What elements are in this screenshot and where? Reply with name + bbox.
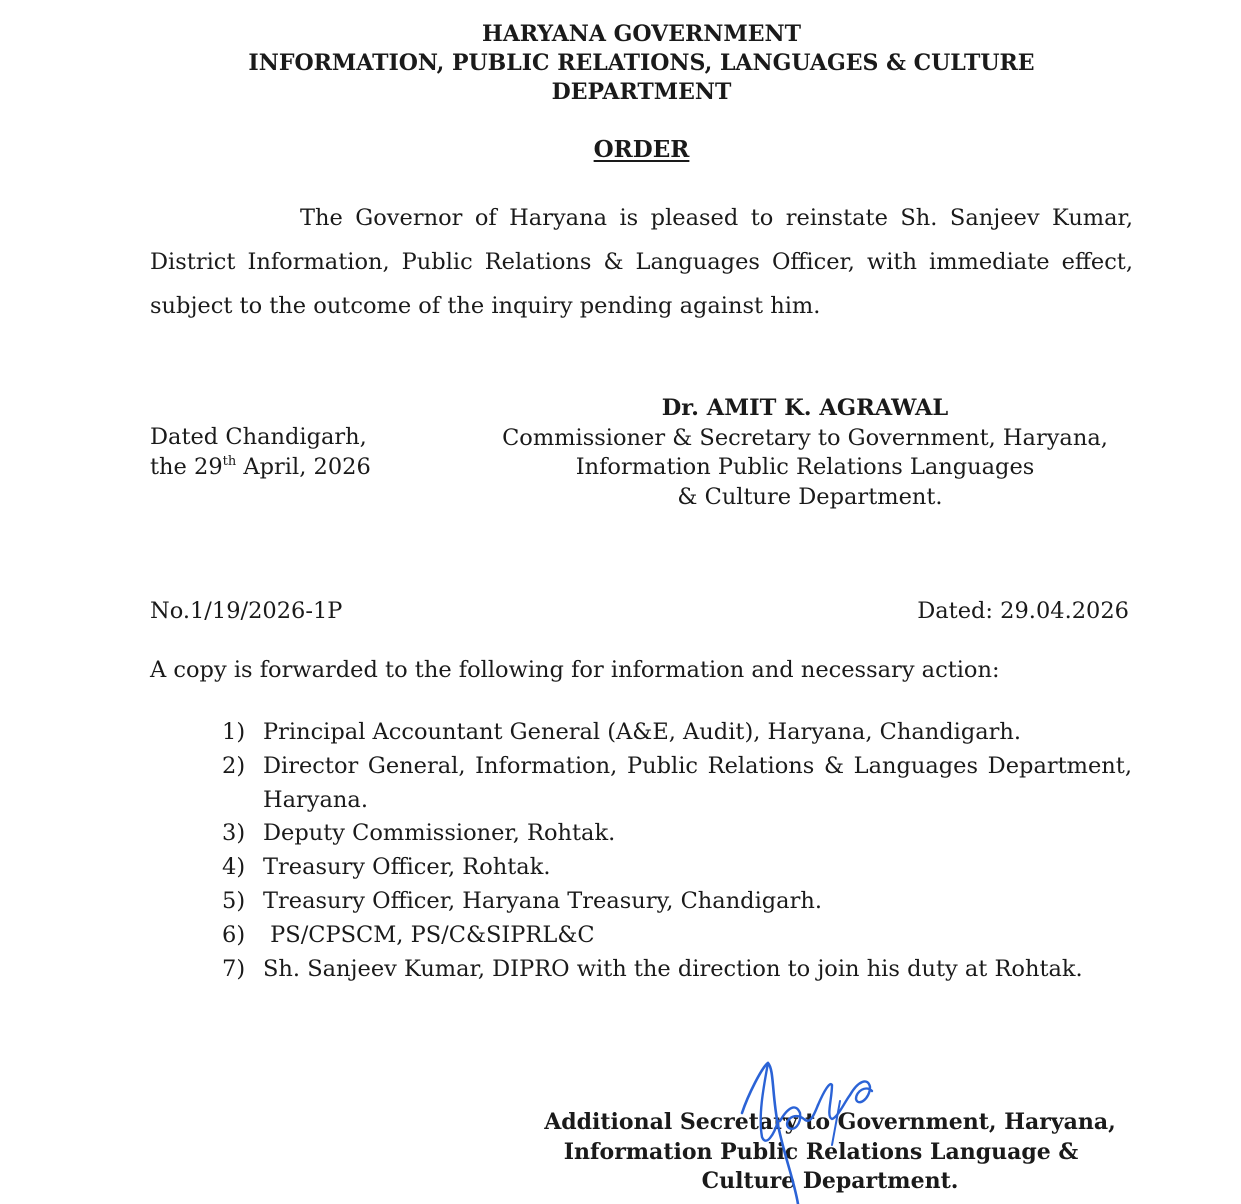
memo-number: No.1/19/2026-1P bbox=[150, 598, 343, 624]
list-item-text: Director General, Information, Public Relations & Languages Department, Haryana. bbox=[263, 752, 1132, 813]
dated-date bbox=[150, 453, 371, 483]
forward-text: A copy is forwarded to the following for information and necessary action: bbox=[150, 657, 1000, 683]
distribution-list bbox=[222, 716, 1132, 986]
list-item-number: 1) bbox=[222, 719, 246, 745]
list-item-text: Principal Accountant General (A&E, Audit), Haryana, Chandigarh. bbox=[263, 719, 1022, 745]
header-department: INFORMATION, PUBLIC RELATIONS, LANGUAGES & CULTURE bbox=[248, 50, 1035, 76]
list-item bbox=[222, 716, 1132, 750]
list-item bbox=[222, 953, 1132, 987]
list-item-number: 2) bbox=[222, 752, 246, 779]
footer-line1: Additional Secretary to Government, Haryana, bbox=[544, 1109, 1116, 1135]
footer-line2: Information Public Relations Language & bbox=[563, 1138, 1079, 1165]
list-item-number: 3) bbox=[222, 820, 246, 847]
dated-month-year: April, 2026 bbox=[236, 453, 371, 480]
signature-stroke bbox=[850, 1081, 872, 1102]
signatory-name: Dr. AMIT K. AGRAWAL bbox=[661, 395, 949, 421]
list-item bbox=[222, 851, 1132, 885]
signature-stroke bbox=[780, 1105, 818, 1129]
dated-place-block bbox=[150, 423, 371, 482]
list-item-text: Treasury Officer, Haryana Treasury, Chandigarh. bbox=[263, 887, 822, 914]
dated-place: Dated Chandigarh, bbox=[150, 424, 367, 450]
signature-stroke bbox=[832, 1101, 840, 1145]
list-item-text: Deputy Commissioner, Rohtak. bbox=[263, 820, 616, 847]
list-item-text: Treasury Officer, Rohtak. bbox=[263, 854, 551, 881]
list-item bbox=[222, 919, 1132, 953]
list-item-number: 4) bbox=[222, 854, 246, 881]
list-item-number: 5) bbox=[222, 887, 246, 914]
memo-date: Dated: 29.04.2026 bbox=[917, 598, 1129, 624]
order-body: The Governor of Haryana is pleased to reinstate Sh. Sanjeev Kumar, District Information, Public Relations & Languages Officer, with immediate effect, subject to the outcome of the inquiry pending against him. bbox=[150, 205, 1133, 319]
dated-day-suffix: th bbox=[222, 453, 237, 469]
dated-day: the 29 bbox=[150, 453, 223, 480]
signatory-title-line2: Information Public Relations Languages bbox=[575, 454, 1035, 480]
list-item-number: 7) bbox=[222, 955, 246, 982]
footer-line3: Culture Department. bbox=[701, 1168, 959, 1194]
signatory-block bbox=[470, 394, 1140, 512]
header-department-cont: DEPARTMENT bbox=[551, 79, 732, 105]
signature-stroke bbox=[818, 1084, 850, 1119]
list-item bbox=[222, 750, 1132, 818]
order-title: ORDER bbox=[593, 136, 690, 163]
handwritten-signature bbox=[728, 1055, 888, 1204]
list-item-number: 6) bbox=[222, 921, 246, 948]
list-item bbox=[222, 817, 1132, 851]
list-item-text: PS/CPSCM, PS/C&SIPRL&C bbox=[263, 921, 595, 948]
signatory-title-line1: Commissioner & Secretary to Government, Haryana, bbox=[502, 424, 1108, 451]
signature-stroke bbox=[742, 1063, 798, 1204]
list-item-text: Sh. Sanjeev Kumar, DIPRO with the direction to join his duty at Rohtak. bbox=[263, 955, 1083, 982]
list-item bbox=[222, 885, 1132, 919]
header-government: HARYANA GOVERNMENT bbox=[481, 21, 802, 47]
signatory-title-line3: & Culture Department. bbox=[677, 483, 943, 510]
